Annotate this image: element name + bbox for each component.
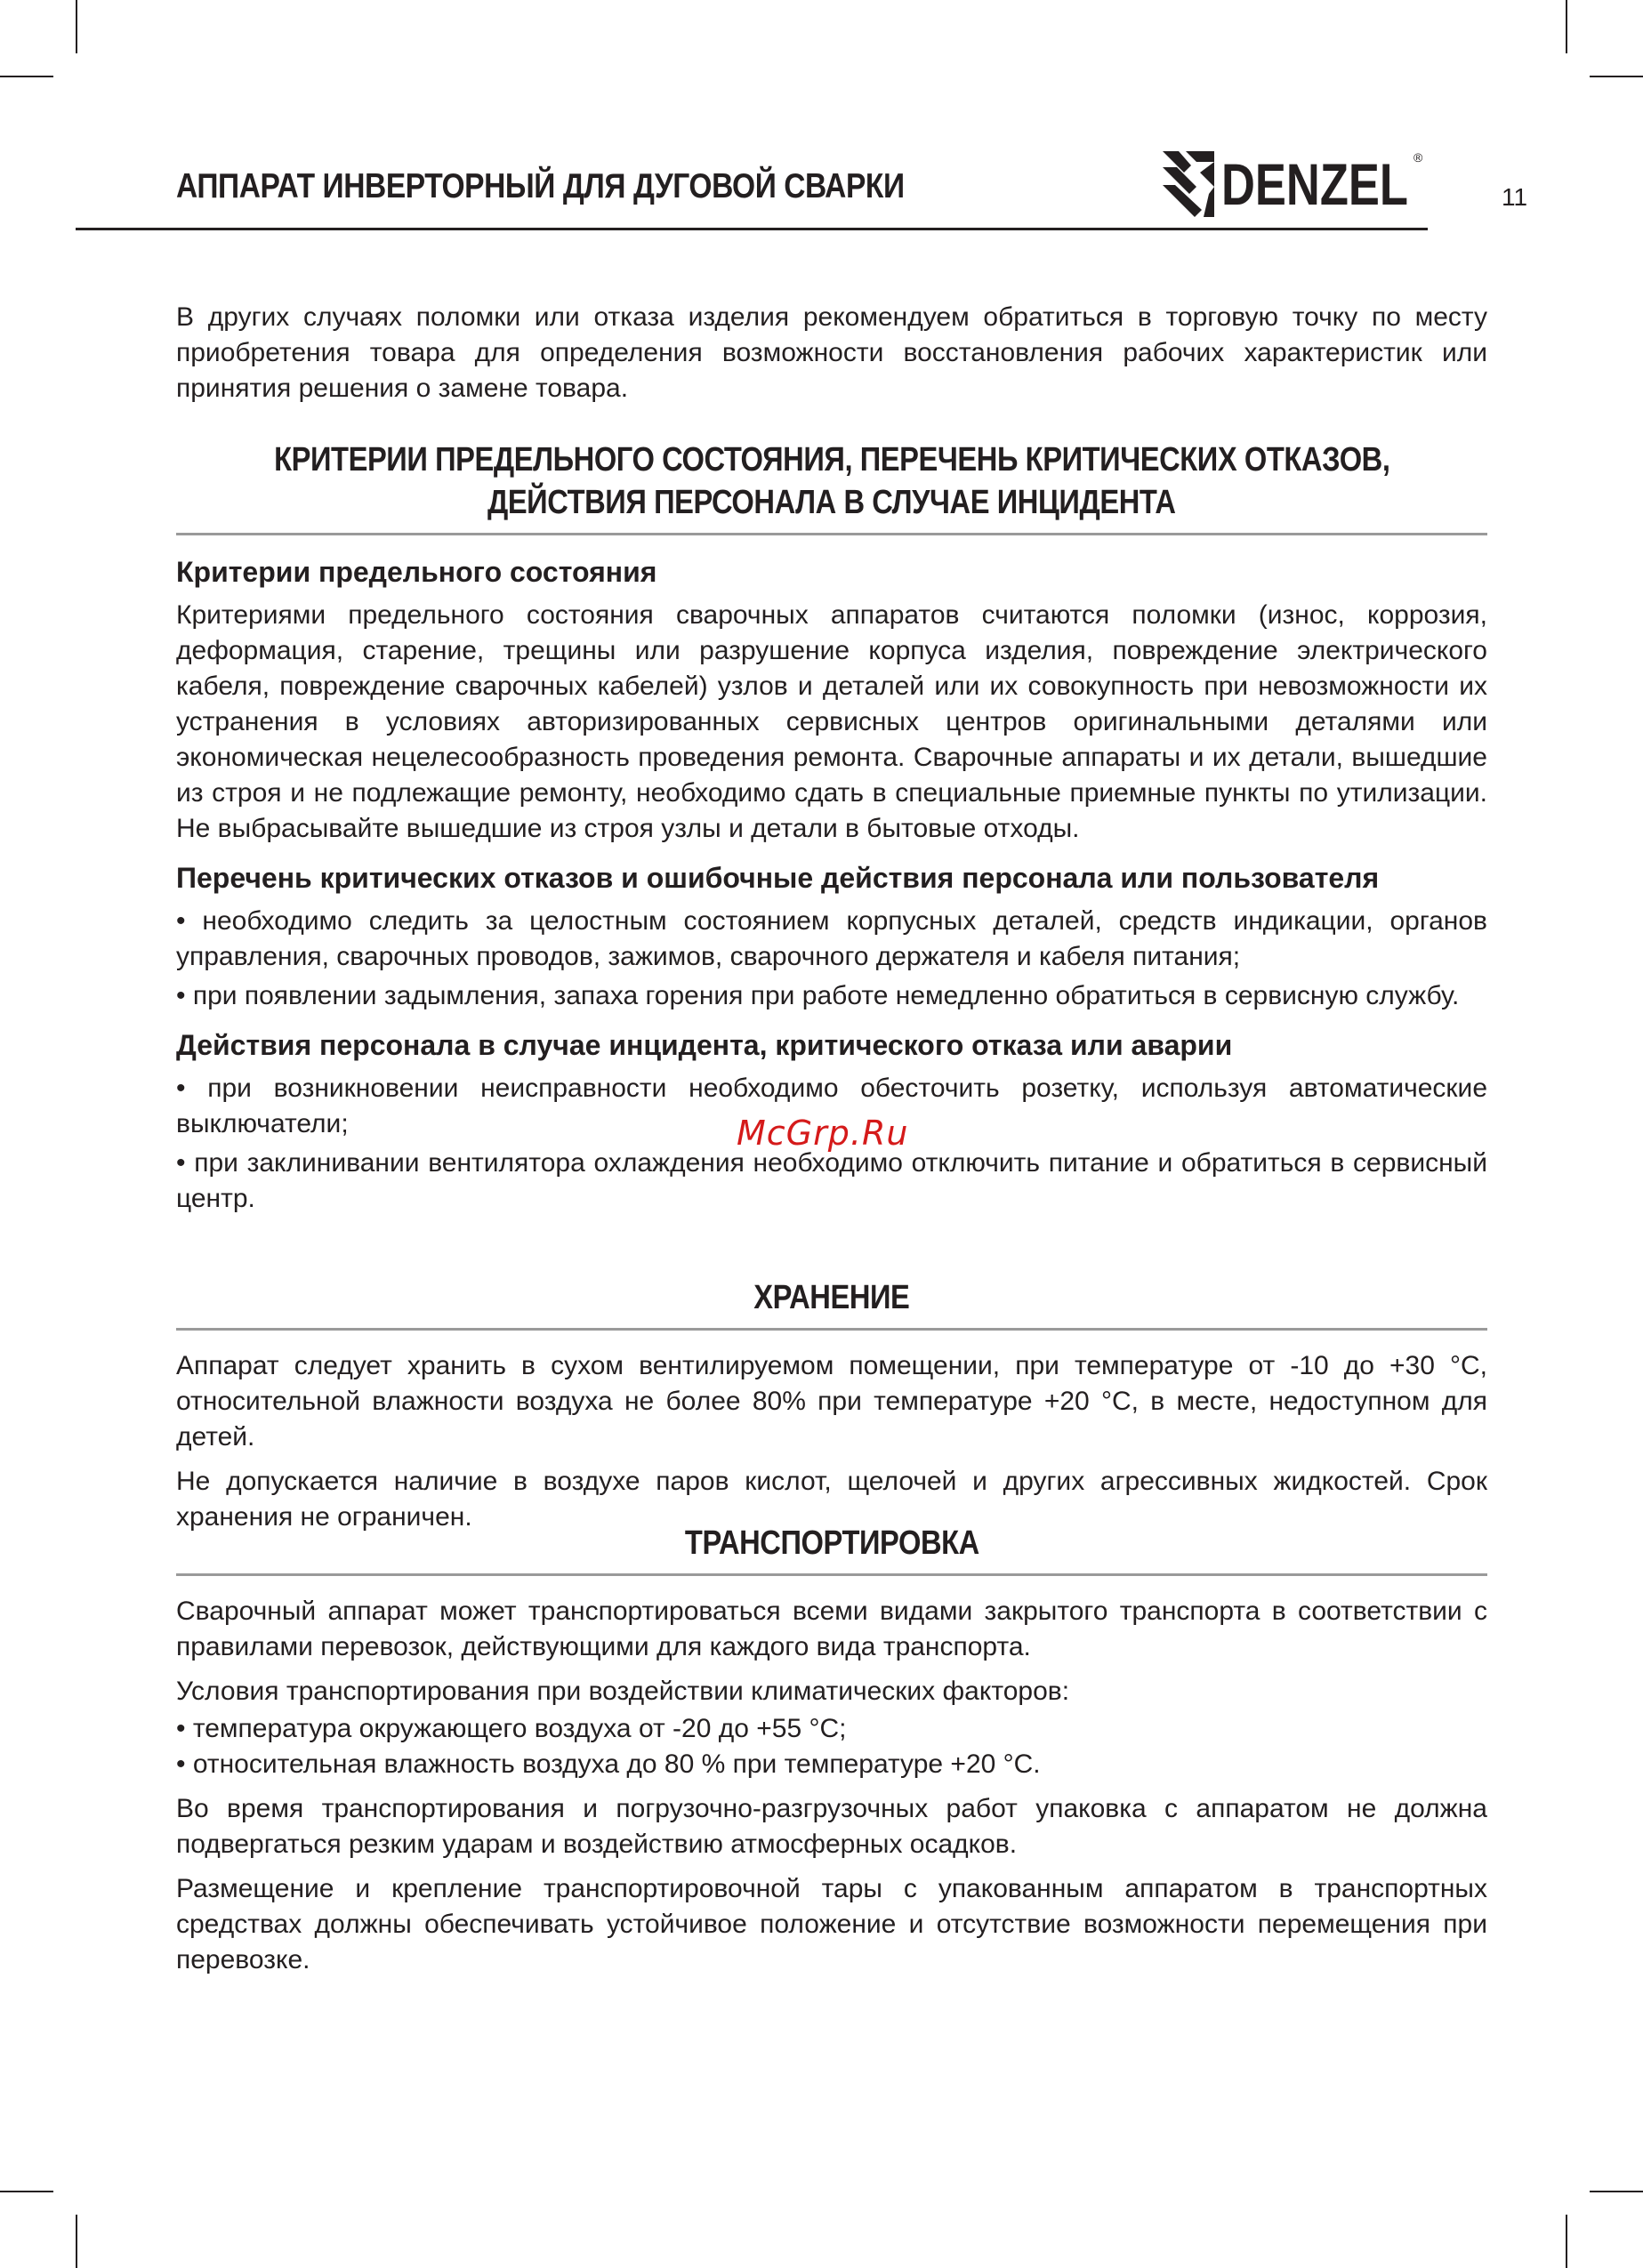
registered-mark: ® (1413, 150, 1423, 165)
document-title: АППАРАТ ИНВЕРТОРНЫЙ ДЛЯ ДУГОВОЙ СВАРКИ (176, 167, 905, 205)
section-divider (176, 1573, 1487, 1576)
section-title-text: ТРАНСПОРТИРОВКА (684, 1524, 979, 1562)
list-item: • при возникновении неисправности необходимо обесточить розетку, используя автоматические выключатели; (176, 1074, 1487, 1138)
denzel-logo (1161, 142, 1428, 222)
list-item: • при заклинивании вентилятора охлаждения необходимо отключить питание и обратиться в сервисный центр. (176, 1148, 1487, 1213)
logo-text: DENZEL (1221, 151, 1408, 217)
section-title (176, 1276, 1487, 1319)
section-title (176, 1522, 1487, 1564)
paragraph: Не допускается наличие в воздухе паров кислот, щелочей и других агрессивных жидкостей. Срок хранения не ограничен. (176, 1467, 1487, 1532)
page-number: 11 (1502, 183, 1528, 211)
list-item: • при появлении задымления, запаха горения при работе немедленно обратиться в сервисную службу. (176, 981, 1460, 1010)
subsection-paragraph: Критериями предельного состояния сварочных аппаратов считаются поломки (износ, коррозия, деформация, старение, трещины или разрушение корпуса изделия, повреждение электрического кабеля, повреждение сварочных кабелей) узлов и деталей или их совокупность при невозможности их устранения в условиях авторизированных сервисных центров оригинальными деталями или экономическая нецелесообразность проведения ремонта. Сварочные аппараты и их детали, вышедшие из строя и не подлежащие ремонту, необходимо сдать в специальные приемные пункты по утилизации. Не выбрасывайте вышедшие из строя узлы и детали в бытовые отходы. (176, 600, 1487, 843)
paragraph: Аппарат следует хранить в сухом вентилируемом помещении, при температуре от -10 до +30 °С, относительной влажности воздуха не более 80% при температуре +20 °С, в месте, недоступном для детей. (176, 1351, 1487, 1452)
crop-mark (1566, 2215, 1567, 2268)
header-divider (76, 228, 1428, 230)
crop-mark (76, 2215, 77, 2268)
watermark: McGrp.Ru (737, 1114, 909, 1153)
paragraph: Размещение и крепление транспортировочной тары с упакованным аппаратом в транспортных средствах должны обеспечивать устойчивое положение и отсутствие возможности перемещения при перевозке. (176, 1874, 1487, 1974)
transport-section (176, 1522, 1487, 1978)
list-item: • температура окружающего воздуха от -20 до +55 °С; (176, 1714, 847, 1743)
crop-mark (1590, 2191, 1643, 2192)
list-item: • необходимо следить за целостным состоянием корпусных деталей, средств индикации, органов управления, сварочных проводов, зажимов, сварочного держателя и кабеля питания; (176, 906, 1487, 971)
crop-mark (1566, 0, 1567, 53)
paragraph: Условия транспортирования при воздействии климатических факторов: (176, 1677, 1070, 1706)
denzel-emblem-icon (1163, 151, 1214, 217)
crop-mark (76, 0, 77, 53)
criteria-section (176, 438, 1487, 1217)
crop-mark (0, 2191, 53, 2192)
subsection-title: Перечень критических отказов и ошибочные действия персонала или пользователя (176, 862, 1380, 894)
storage-section (176, 1276, 1487, 1535)
intro-paragraph: В других случаях поломки или отказа изделия рекомендуем обратиться в торговую точку по месту приобретения товара для определения возможности восстановления рабочих характеристик или принятия решения о замене товара. (176, 302, 1487, 403)
section-title (176, 438, 1487, 524)
section-title-text: ХРАНЕНИЕ (753, 1279, 910, 1316)
subsection-title: Действия персонала в случае инцидента, критического отказа или аварии (176, 1029, 1233, 1061)
subsection-title: Критерии предельного состояния (176, 556, 657, 588)
section-title-line: ДЕЙСТВИЯ ПЕРСОНАЛА В СЛУЧАЕ ИНЦИДЕНТА (487, 484, 1176, 521)
section-divider (176, 1328, 1487, 1331)
section-divider (176, 533, 1487, 535)
paragraph: Сварочный аппарат может транспортироваться всеми видами закрытого транспорта в соответствии с правилами перевозок, действующими для каждого вида транспорта. (176, 1596, 1487, 1661)
list-item: • относительная влажность воздуха до 80 % при температуре +20 °С. (176, 1749, 1041, 1779)
section-title-line: КРИТЕРИИ ПРЕДЕЛЬНОГО СОСТОЯНИЯ, ПЕРЕЧЕНЬ КРИТИЧЕСКИХ ОТКАЗОВ, (273, 441, 1390, 479)
intro-block (176, 300, 1487, 406)
crop-mark (1590, 76, 1643, 77)
paragraph: Во время транспортирования и погрузочно-разгрузочных работ упаковка с аппаратом не должна подвергаться резким ударам и воздействию атмосферных осадков. (176, 1794, 1487, 1859)
crop-mark (0, 76, 53, 77)
